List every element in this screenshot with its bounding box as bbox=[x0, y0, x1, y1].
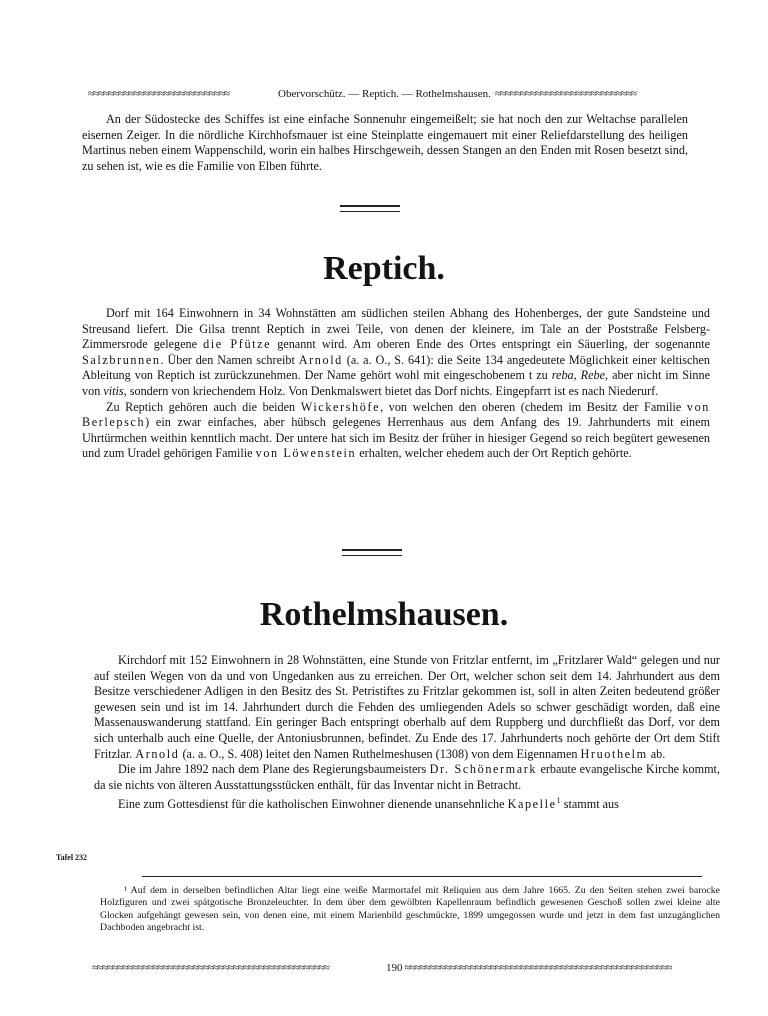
text-run: (a. a. O., S. 641): die Seite 134 angedeutete Möglichkeit einer keltischen Ableitung von Reptich ist zurückzunehmen. Der Name gehört wohl mit eingeschobenem t zu bbox=[82, 352, 711, 383]
text-run: reba, Rebe bbox=[551, 368, 606, 383]
page-number: 190 bbox=[386, 962, 403, 974]
footnote-text: Auf dem in derselben befindlichen Altar liegt eine weiße Marmortafel mit Reliquien aus dem Jahre 1665. Zu den Seiten stehen zwei barocke Holzfiguren und zwei spätgotische Bronzeleuchter. In dem über dem gewölbten Kapellenraum befindlich gewesenen Geschoß sollen zwei kleine alte Glocken aufgehängt gewesen sein, von denen eine, mit einem Marienbild geschmückte, 1899 umgegossen wurde und jetzt in dem fast unzugänglichen Dachboden angebracht ist. bbox=[100, 885, 720, 934]
footnote-section bbox=[100, 885, 720, 935]
text-run: die Pfütze bbox=[203, 337, 272, 352]
text-run: (a. a. O., S. 408) leitet den Namen Ruthelmeshusen (1308) von dem Eigennamen bbox=[179, 746, 581, 761]
text-run: stammt aus bbox=[560, 797, 619, 812]
obervorschuetz-section bbox=[82, 112, 688, 174]
running-header bbox=[88, 88, 678, 100]
text-run: Kapelle bbox=[507, 797, 557, 812]
text-run: erbaute evangelische Kirche kommt, da sie nichts von älteren Ausstattungsstücken enthält, für das Inventar nicht in Betracht. bbox=[94, 762, 720, 792]
footnote-reference[interactable]: 1 bbox=[556, 796, 561, 806]
text-run: erhalten, welcher ehedem auch der Ort Reptich gehörte. bbox=[356, 446, 632, 461]
text-run: Dorf mit 164 Einwohnern in 34 Wohnstätten am südlichen steilen Abhang des Hohenberges, der gute Sandsteine und Streusand liefert. Die Gilsa trennt Reptich in zwei Teile, von denen der kleinere, im Tale an der Poststraße Felsberg-Zimmersrode gelegene bbox=[82, 306, 710, 352]
footnote-1 bbox=[100, 885, 720, 935]
rothelmshausen-paragraph-3 bbox=[94, 793, 720, 813]
footer-ornament-left: ≈≈≈≈≈≈≈≈≈≈≈≈≈≈≈≈≈≈≈≈≈≈≈≈≈≈≈≈≈≈≈≈≈≈≈≈≈≈≈≈≈≈≈≈≈≈≈ bbox=[92, 962, 329, 974]
text-run: von Berlepsch bbox=[82, 399, 710, 430]
text-run: Arnold bbox=[135, 746, 180, 761]
reptich-title: Reptich. bbox=[323, 250, 445, 287]
text-run: von Löwenstein bbox=[255, 446, 357, 461]
text-run: , sondern von kriechendem Holz. Von Denkmalswert bietet das Dorf nichts. Eingepfarrt ist es nach Niederurf. bbox=[123, 383, 659, 398]
text-run: Dr. Schönermark bbox=[429, 762, 538, 777]
reptich-section bbox=[82, 306, 710, 462]
reptich-paragraph-2 bbox=[82, 400, 710, 462]
footnote-marker: ¹ bbox=[124, 885, 127, 896]
text-run: genannt wird. Am oberen Ende des Ortes entspringt ein Säuerling, der sogenannte bbox=[271, 337, 710, 352]
text-run: vitis bbox=[103, 383, 124, 398]
text-run: Wickershöfe bbox=[300, 399, 381, 414]
margin-note-plate: Tafel 232 bbox=[56, 853, 88, 862]
header-ornament-right: ≈≈≈≈≈≈≈≈≈≈≈≈≈≈≈≈≈≈≈≈≈≈≈≈≈≈≈≈ bbox=[494, 88, 636, 100]
text-run: , von welchen den oberen (chedem im Besitz der Familie bbox=[380, 399, 687, 414]
reptich-paragraph-1 bbox=[82, 306, 710, 400]
text-run: , aber nicht im Sinne von bbox=[82, 368, 710, 398]
rothelmshausen-paragraph-2 bbox=[94, 762, 720, 793]
footer-ornament-right: ≈≈≈≈≈≈≈≈≈≈≈≈≈≈≈≈≈≈≈≈≈≈≈≈≈≈≈≈≈≈≈≈≈≈≈≈≈≈≈≈≈≈≈≈≈≈≈≈≈≈≈≈≈ bbox=[404, 962, 672, 974]
text-run: Die im Jahre 1892 nach dem Plane des Regierungsbaumeisters bbox=[118, 762, 430, 777]
section-divider bbox=[340, 205, 400, 212]
obervorschuetz-paragraph: An der Südostecke des Schiffes ist eine einfache Sonnenuhr eingemeißelt; sie hat noch den zur Weltachse parallelen eisernen Zeiger. In die nördliche Kirchhofsmauer ist eine Steinplatte eingemauert mit einer Reliefdarstellung des heiligen Martinus neben einem Wappenschild, worin ein halbes Hirschgeweih, dessen Stangen an den Enden mit Rosen besetzt sind, zu sehen ist, wie es die Familie von Elben führte. bbox=[82, 112, 688, 173]
text-run: Salzbrunnen bbox=[82, 352, 161, 367]
text-run: ) ein zwar einfaches, aber hübsch gelegenes Herrenhaus aus dem Anfang des 19. Jahrhunderts mit einem Uhrtürmchen weithin kenntlich macht. Der untere hat sich im Besitz der früher in hiesiger Gegend so reich begütert gewesenen und zum Uradel gehörigen Familie bbox=[82, 415, 710, 461]
footnote-rule bbox=[142, 876, 702, 877]
rothelmshausen-title: Rothelmshausen. bbox=[259, 596, 509, 633]
page-footer bbox=[92, 962, 692, 974]
rothelmshausen-paragraph-1 bbox=[94, 653, 720, 762]
text-run: Hruothelm bbox=[580, 746, 648, 761]
section-divider bbox=[342, 549, 402, 556]
text-run: Arnold bbox=[298, 352, 343, 367]
text-run: Kirchdorf mit 152 Einwohnern in 28 Wohnstätten, eine Stunde von Fritzlar entfernt, im „Fritzlarer Wald“ gelegen und nur auf steilen Wegen von da und von Ungedanken aus zu erreichen. Der Ort, welcher schon seit dem 14. Jahrhundert aus dem Besitze verschiedener Adligen in den Besitz des St. Petristiftes zu Fritzlar gekommen ist, soll in alten Zeiten bedeutend größer gewesen sein und ist im 14. Jahrhundert durch die Fehden des umliegenden Adels so schwer geschädigt worden, daß eine Massenauswanderung stattfand. Ein geringer Bach entspringt oberhalb auf dem Ruppberg und durchfließt das Dorf, vor dem sich unterhalb auch eine Quelle, der Antoniusbrunnen, befindet. Zu Ende des 17. Jahrhunderts noch gehörte der Ort dem Stift Fritzlar. bbox=[94, 653, 720, 761]
text-run: Zu Reptich gehören auch die beiden bbox=[106, 399, 301, 414]
text-run: . Über den Namen schreibt bbox=[160, 352, 299, 367]
text-run: ab. bbox=[647, 746, 666, 761]
rothelmshausen-section bbox=[94, 653, 720, 813]
running-header-text: Obervorschütz. — Reptich. — Rothelmshausen. bbox=[278, 88, 491, 100]
text-run: Eine zum Gottesdienst für die katholischen Einwohner dienende unansehnliche bbox=[118, 797, 508, 812]
header-ornament-left: ≈≈≈≈≈≈≈≈≈≈≈≈≈≈≈≈≈≈≈≈≈≈≈≈≈≈≈≈ bbox=[88, 88, 230, 100]
